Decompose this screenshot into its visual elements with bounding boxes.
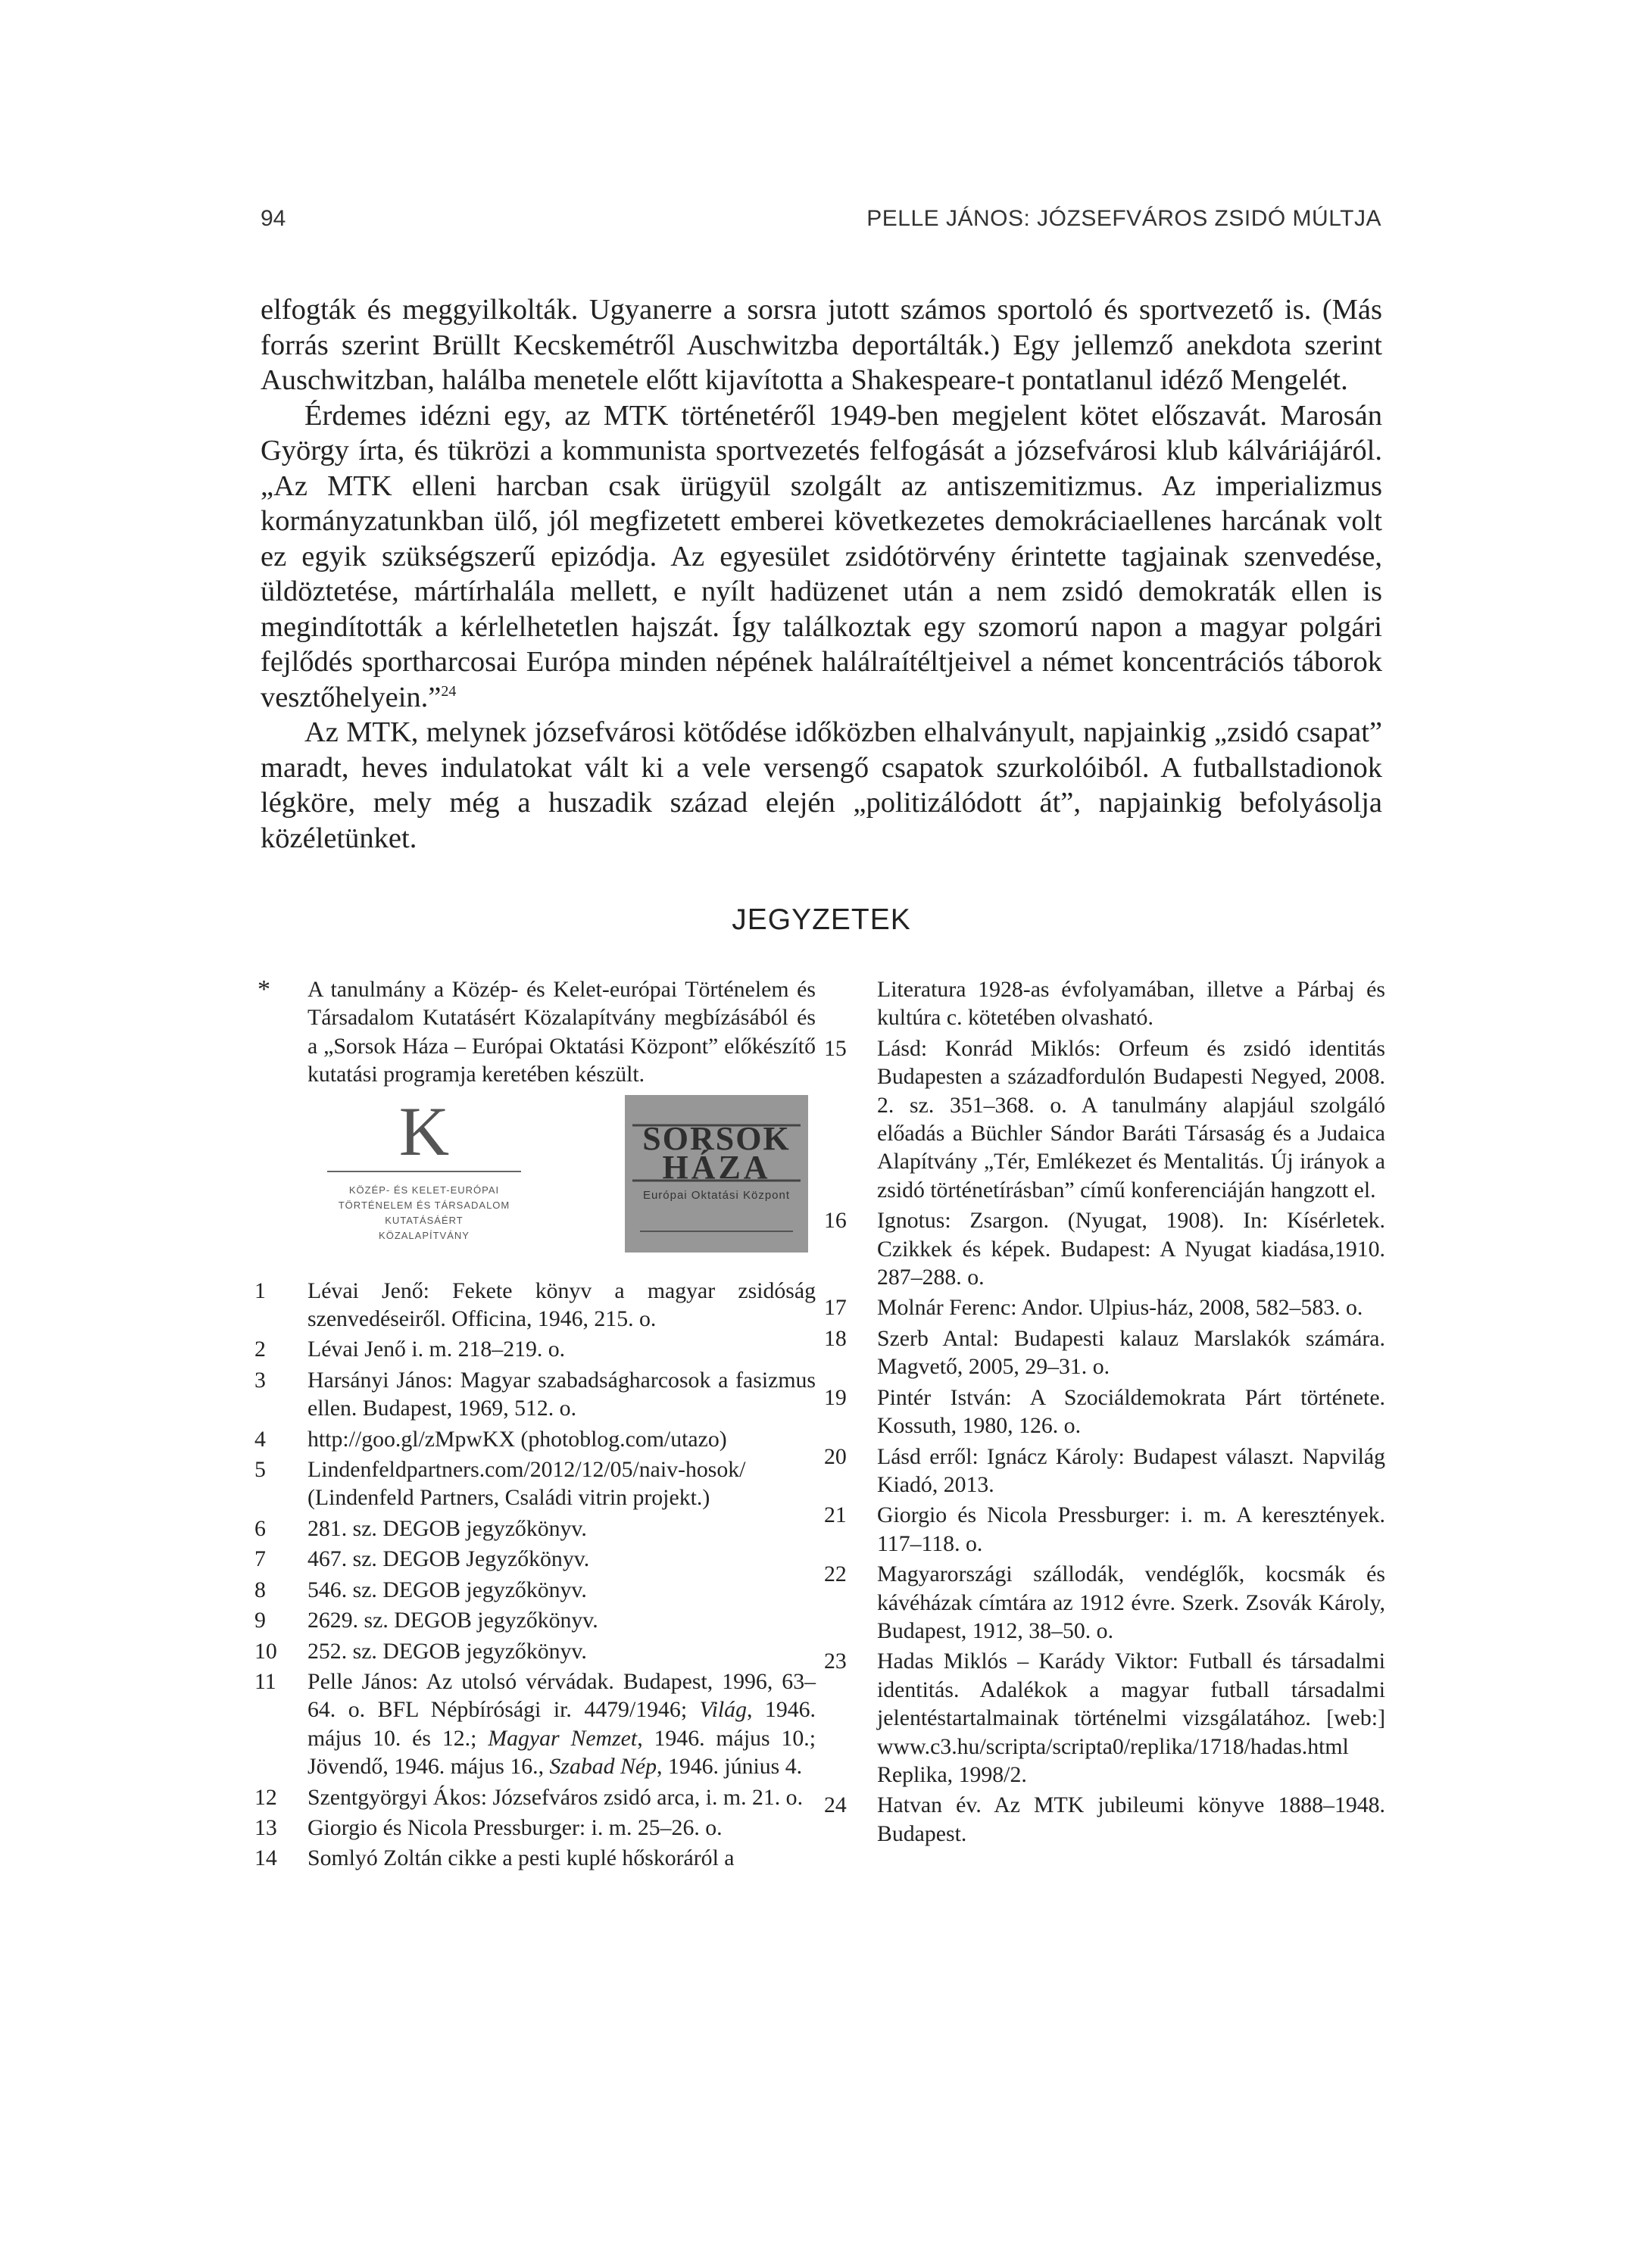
- note-text: A tanulmány a Közép- és Kelet-európai Történelem és Társadalom Kutatásért Közalapítvány megbízásából és a „Sorsok Háza – Európai Oktatási Központ” előkészítő kutatási programja keretében készült.: [307, 977, 816, 1087]
- note-9: [254, 1606, 816, 1634]
- note-text: Giorgio és Nicola Pressburger: i. m. 25–26. o.: [307, 1814, 723, 1840]
- note-4: [254, 1425, 816, 1453]
- note-number: 14: [254, 1845, 277, 1871]
- note-number: 24: [824, 1792, 847, 1818]
- note-number: 10: [254, 1638, 277, 1664]
- footnote-ref-24[interactable]: 24: [441, 682, 457, 700]
- note-text-c: , 1946. május 10. és 12.;: [307, 1697, 816, 1751]
- notes-heading: JEGYZETEK: [732, 903, 911, 936]
- note-text: Harsányi János: Magyar szabadságharcosok a fasizmus ellen. Budapest, 1969, 512. o.: [307, 1367, 816, 1421]
- note-22: [824, 1560, 1385, 1645]
- note-17: [824, 1293, 1385, 1321]
- note-21: [824, 1501, 1385, 1558]
- note-number: 11: [254, 1668, 276, 1694]
- note-number: 18: [824, 1325, 847, 1351]
- note-text: Molnár Ferenc: Andor. Ulpius-ház, 2008, 582–583. o.: [877, 1295, 1363, 1321]
- note-text: 2629. sz. DEGOB jegyzőkönyv.: [307, 1608, 598, 1633]
- note-text-g: , 1946. június 4.: [657, 1754, 803, 1780]
- sorsok-haza-logo-graphic: [625, 1095, 808, 1253]
- paragraph-2: [261, 398, 1382, 716]
- note-link[interactable]: Lindenfeldpartners.com/2012/12/05/naiv-hosok/ (Lindenfeld Partners, Családi vitrin projekt.): [307, 1457, 746, 1511]
- sorsok-title: SORSOK: [642, 1119, 791, 1157]
- note-text-e: , 1946. május 10.; Jövendő, 1946. május 16.,: [307, 1725, 816, 1780]
- note-number: 4: [254, 1426, 266, 1452]
- note-number: 21: [824, 1502, 847, 1528]
- note-text: Literatura 1928-as évfolyamában, illetve a Párbaj és kultúra c. kötetében olvasható.: [877, 977, 1385, 1031]
- note-number: 2: [254, 1337, 266, 1362]
- note-2: [254, 1335, 816, 1363]
- note-text: Hatvan év. Az MTK jubileumi könyve 1888–1948. Budapest.: [877, 1792, 1385, 1846]
- note-text: Lévai Jenő i. m. 218–219. o.: [307, 1337, 566, 1362]
- note-15: [824, 1034, 1385, 1204]
- logo-divider: [327, 1171, 521, 1172]
- note-text: Hadas Miklós – Karády Viktor: Futball és társadalmi identitás. Adalékok a magyar futball társadalmi jelentéstartalmainak történelmi vizsgálatához. [web:] www.c3.hu/scripta/scripta0/replika/1718/hadas.html Replika, 1998/2.: [877, 1649, 1385, 1787]
- running-title: PELLE JÁNOS: JÓZSEFVÁROS ZSIDÓ MÚLTJA: [866, 206, 1381, 231]
- note-3: [254, 1366, 816, 1423]
- note-text: Lásd erről: Ignácz Károly: Budapest választ. Napvilág Kiadó, 2013.: [877, 1443, 1385, 1497]
- note-14-continued: [824, 975, 1385, 1032]
- note-text: Ignotus: Zsargon. (Nyugat, 1908). In: Kísérletek. Czikkek és képek. Budapest: A Nyugat kiadása,1910. 287–288. o.: [877, 1208, 1385, 1290]
- note-number: 3: [254, 1367, 266, 1393]
- note-19: [824, 1384, 1385, 1440]
- main-text: [261, 292, 1382, 856]
- note-number: 20: [824, 1443, 847, 1469]
- note-text: 546. sz. DEGOB jegyzőkönyv.: [307, 1577, 587, 1602]
- running-head: [261, 206, 1381, 236]
- note-number: 22: [824, 1561, 847, 1587]
- note-text: Magyarországi szállodák, vendéglők, kocsmák és kávéházak címtára az 1912 évre. Szerk. Zsovák Károly, Budapest, 1912, 38–50. o.: [877, 1561, 1385, 1643]
- paragraph-3: Az MTK, melynek józsefvárosi kötődése időközben elhalványult, napjainkig „zsidó csapat” maradt, heves indulatokat vált ki a vele versengő csapatok szurkolóiból. A futballstadionok légköre, mely még a huszadik század elején „politizálódott át”, napjainkig befolyásolja közéletünket.: [261, 716, 1382, 854]
- note-number: *: [258, 975, 270, 1003]
- note-number: 6: [254, 1515, 266, 1541]
- logo-line-1: KÖZÉP- ÉS KELET-EURÓPAI: [348, 1184, 500, 1196]
- note-link[interactable]: http://goo.gl/zMpwKX (photoblog.com/utazo): [307, 1426, 727, 1452]
- note-text: Szentgyörgyi Ákos: Józsefváros zsidó arca, i. m. 21. o.: [307, 1784, 804, 1810]
- note-23: [824, 1647, 1385, 1789]
- paragraph-2-text: Érdemes idézni egy, az MTK történetéről 1949-ben megjelent kötet előszavát. Marosán György írta, és tükrözi a kommunista sportvezetés felfogását a józsefvárosi klub kálváriájáról. „Az MTK elleni harcban csak ürügyül szolgált az antiszemitizmus. Az imperializmus kormányzatunkban ülő, jól megfizetett emberei következetes demokráciaellenes harcának volt ez egyik szükségszerű epizódja. Az egyesület zsidótörvény érintette tagjainak szenvedése, üldöztetése, mártírhalála mellett, e nyílt hadüzenet után a nem zsidó demokraták ellen is megindították a kérlelhetetlen hajszát. Így találkoztak egy szomorú napon a magyar polgári fejlődés sportharcosai Európa minden népének halálraítéltjeivel a német koncentrációs táborok vesztőhelyein.”: [261, 399, 1382, 713]
- note-8: [254, 1576, 816, 1604]
- note-number: 15: [824, 1035, 847, 1061]
- note-number: 1: [254, 1278, 266, 1303]
- note-text-a: Pelle János: Az utolsó vérvádak. Budapest, 1996, 63–64. o. BFL Népbírósági ir. 4479/1946;: [307, 1668, 816, 1723]
- note-text: Lévai Jenő: Fekete könyv a magyar zsidóság szenvedéseiről. Officina, 1946, 215. o.: [307, 1278, 816, 1332]
- note-text: Szerb Antal: Budapesti kalauz Marslakók számára. Magvető, 2005, 29–31. o.: [877, 1325, 1385, 1380]
- note-24: [824, 1791, 1385, 1848]
- note-6: [254, 1515, 816, 1543]
- paragraph-1: elfogták és meggyilkolták. Ugyanerre a sorsra jutott számos sportoló és sportvezető is. (Más forrás szerint Brüllt Kecskemétről Auschwitzba deportálták.) Egy jellemző anekdota szerint Auschwitzban, halálba menetele előtt kijavította a Shakespeare-t pontatlanul idéző Mengelét.: [261, 294, 1382, 396]
- note-13: [254, 1814, 816, 1842]
- note-number: 19: [824, 1384, 847, 1410]
- note-7: [254, 1545, 816, 1573]
- note-number: 9: [254, 1608, 266, 1633]
- sorsok-haza-logo: [625, 1095, 808, 1253]
- note-number: 8: [254, 1577, 266, 1602]
- note-number: 5: [254, 1457, 266, 1483]
- note-10: [254, 1637, 816, 1665]
- note-20: [824, 1443, 1385, 1499]
- note-number: 16: [824, 1208, 847, 1234]
- note-5: [254, 1455, 816, 1512]
- note-periodical: Magyar Nemzet: [488, 1725, 638, 1751]
- kozalapitvany-logo: [327, 1092, 521, 1248]
- note-text: Somlyó Zoltán cikke a pesti kuplé hőskoráról a: [307, 1845, 735, 1871]
- logos: [254, 1092, 816, 1259]
- note-12: [254, 1783, 816, 1811]
- note-number: 17: [824, 1295, 847, 1321]
- note-text: 252. sz. DEGOB jegyzőkönyv.: [307, 1638, 587, 1664]
- logo-line-3: KÖZALAPÍTVÁNY: [379, 1229, 470, 1241]
- note-number: 7: [254, 1546, 266, 1572]
- note-text: 467. sz. DEGOB Jegyzőkönyv.: [307, 1546, 590, 1572]
- note-number: 12: [254, 1784, 277, 1810]
- note-14: [254, 1844, 816, 1872]
- sorsok-subtitle: Európai Oktatási Központ: [642, 1188, 791, 1202]
- note-text: Pintér István: A Szociáldemokrata Párt története. Kossuth, 1980, 126. o.: [877, 1384, 1385, 1439]
- page-number: 94: [261, 206, 286, 231]
- notes-column-left: [254, 975, 816, 1875]
- note-number: 23: [824, 1649, 847, 1674]
- note-11: [254, 1667, 816, 1781]
- note-periodical: Szabad Nép: [549, 1754, 657, 1780]
- note-16: [824, 1206, 1385, 1291]
- note-text: 281. sz. DEGOB jegyzőkönyv.: [307, 1515, 587, 1541]
- note-periodical: Világ: [699, 1697, 747, 1723]
- k-letter: K: [398, 1092, 450, 1170]
- note-text: Giorgio és Nicola Pressburger: i. m. A keresztények. 117–118. o.: [877, 1502, 1385, 1556]
- note-star: [254, 975, 816, 1089]
- logo-line-2: TÖRTÉNELEM ÉS TÁRSADALOM KUTATÁSÁÉRT: [338, 1199, 510, 1226]
- note-1: [254, 1277, 816, 1334]
- haza-title: HÁZA: [662, 1148, 771, 1186]
- notes-column-right: [824, 975, 1385, 1850]
- note-18: [824, 1324, 1385, 1381]
- note-number: 13: [254, 1814, 277, 1840]
- note-text: Lásd: Konrád Miklós: Orfeum és zsidó identitás Budapesten a századfordulón Budapesti Negyed, 2008. 2. sz. 351–368. o. A tanulmány alapjául szolgáló előadás a Büchler Sándor Baráti Társaság és a Judaica Alapítvány „Tér, Emlékezet és Mentalitás. Új irányok a zsidó történetírásban” című konferenciáján hangzott el.: [877, 1035, 1385, 1203]
